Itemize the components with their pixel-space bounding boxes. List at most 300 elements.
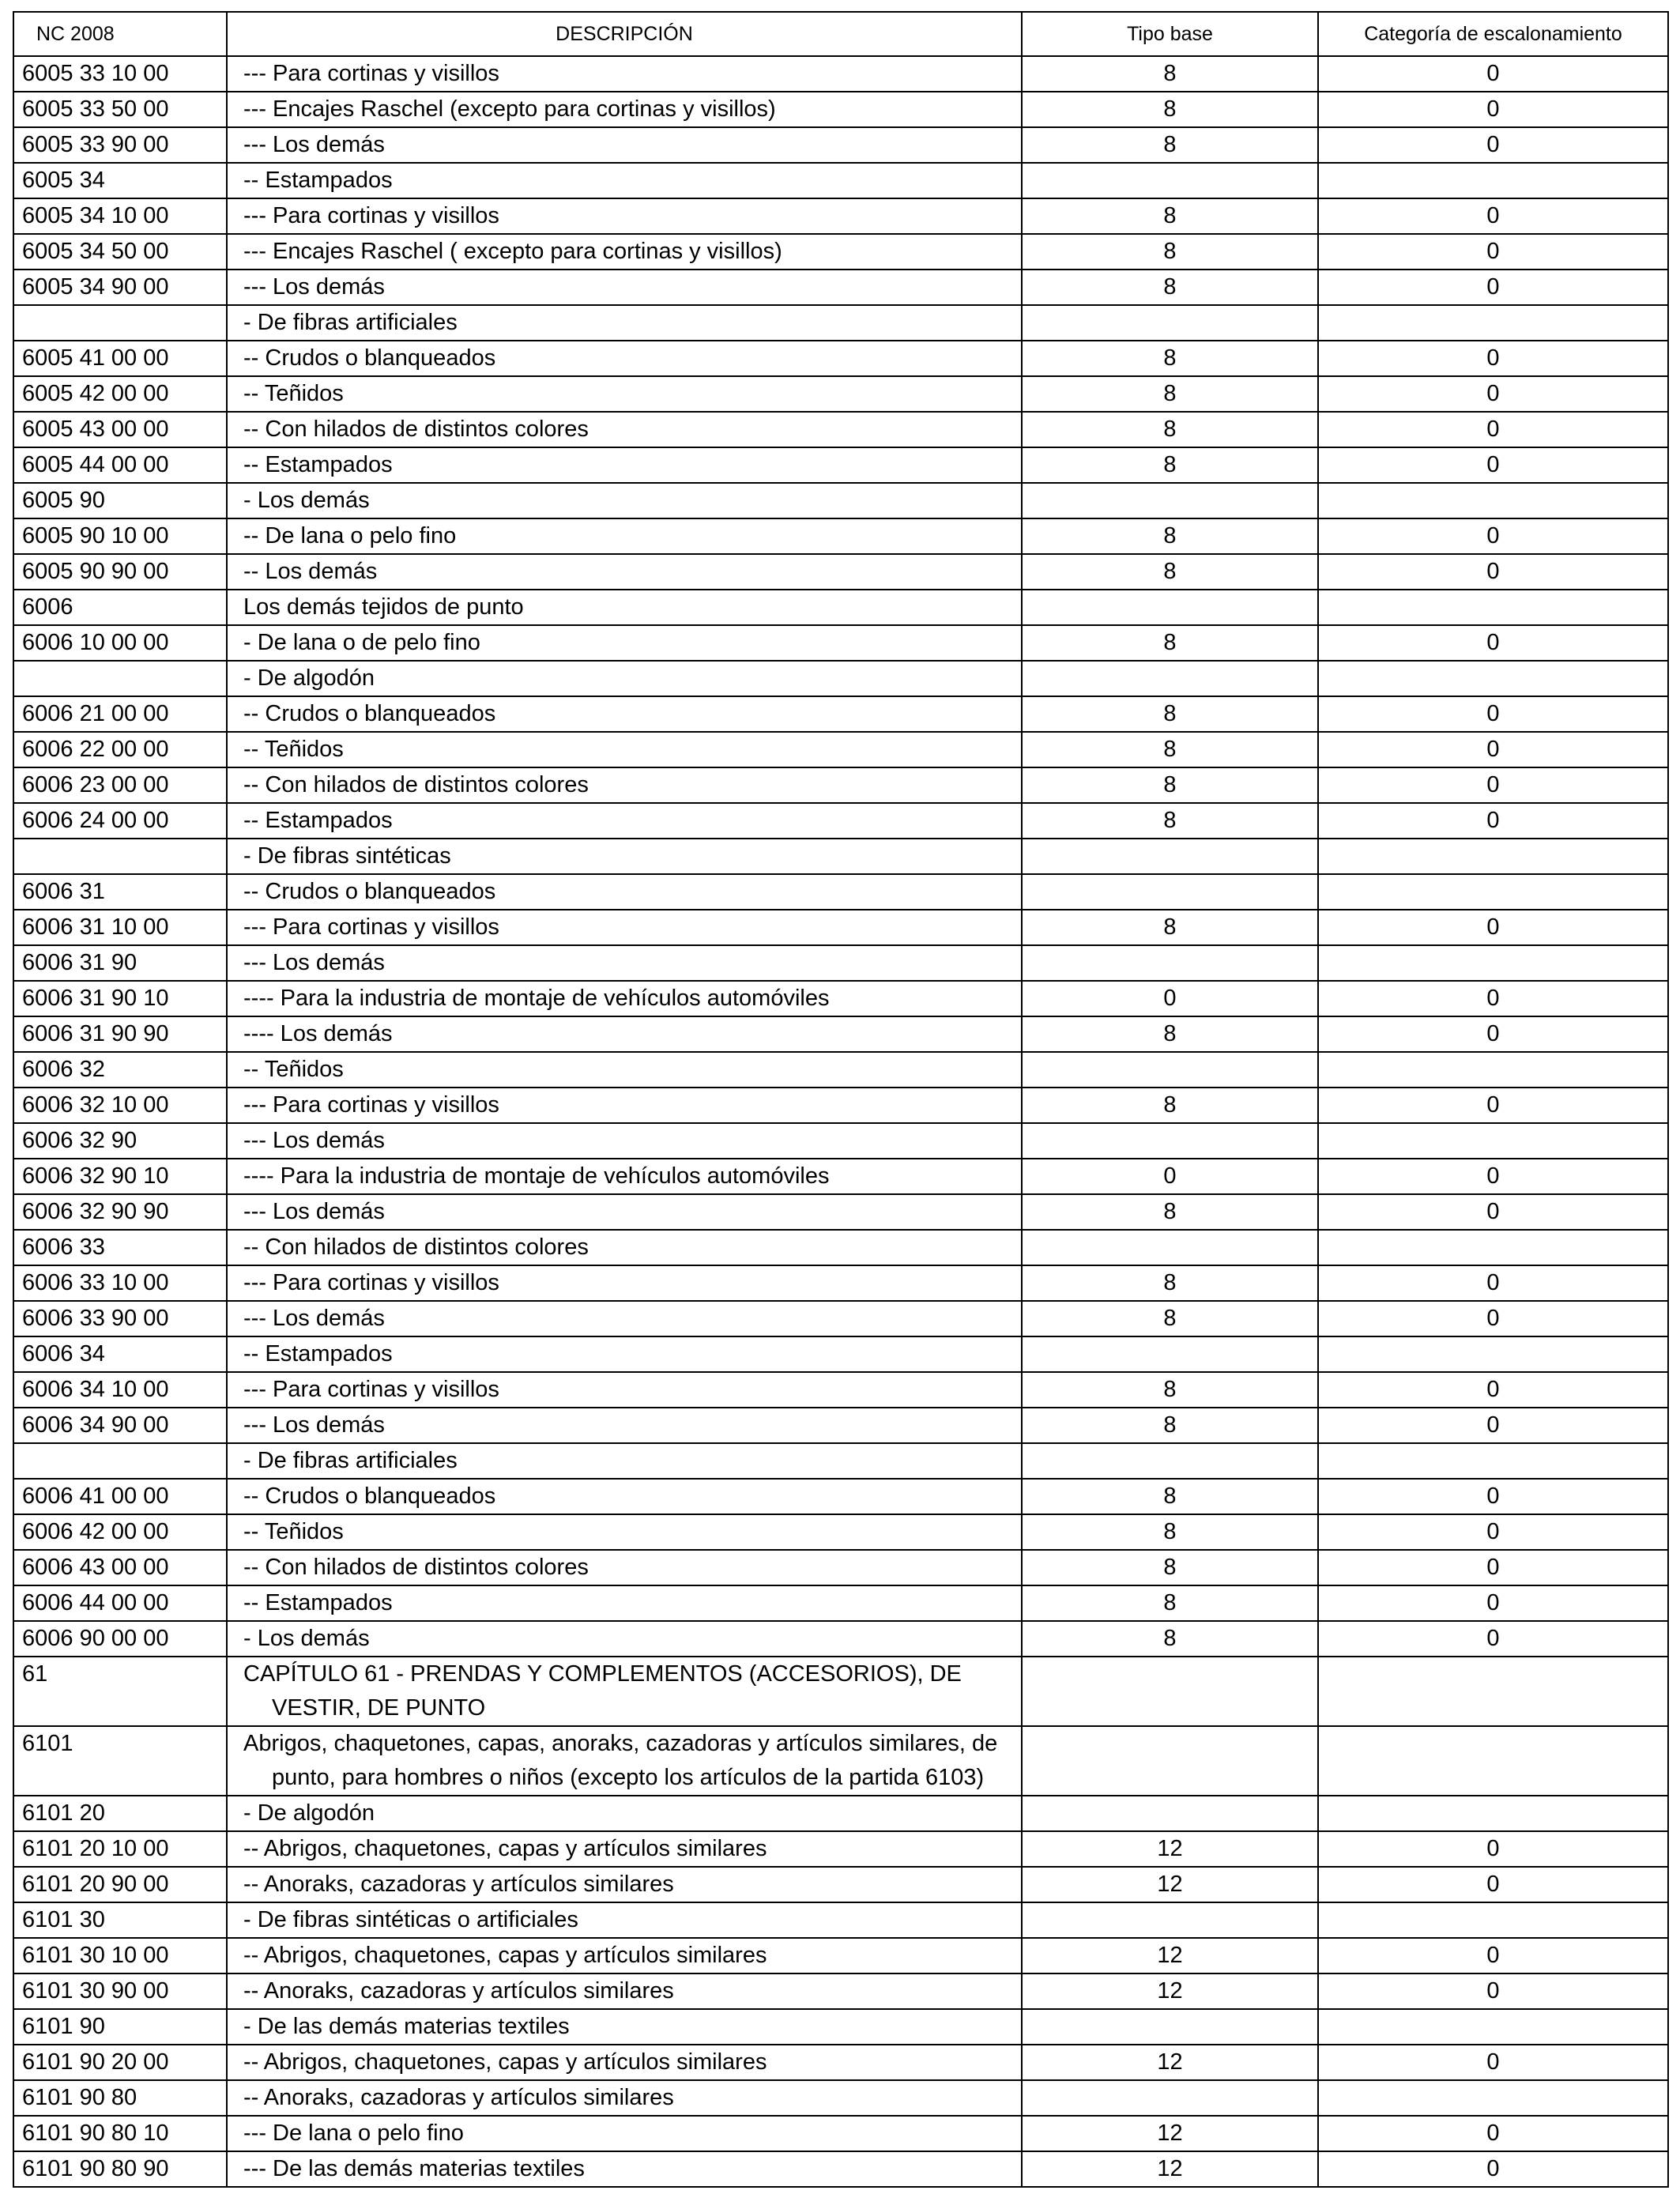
table-row: [13, 1621, 1668, 1657]
cell-staging-category: 0: [1318, 625, 1668, 661]
header-description: DESCRIPCIÓN: [227, 12, 1022, 56]
cell-base-rate: 8: [1022, 1621, 1318, 1657]
cell-description: [227, 2151, 1022, 2187]
cell-code: 6101 30: [13, 1902, 227, 1938]
cell-staging-category: [1318, 945, 1668, 981]
description-text: --- Los demás: [243, 950, 385, 975]
cell-description: [227, 661, 1022, 696]
description-text: -- Crudos o blanqueados: [243, 879, 496, 904]
cell-description: [227, 767, 1022, 803]
cell-staging-category: 0: [1318, 554, 1668, 590]
description-text: --- Para cortinas y visillos: [243, 203, 499, 228]
table-row: [13, 1443, 1668, 1479]
description-text: -- Con hilados de distintos colores: [243, 417, 589, 442]
table-row: [13, 198, 1668, 234]
cell-base-rate: [1022, 874, 1318, 910]
cell-code: 6005 33 50 00: [13, 92, 227, 127]
cell-code: 6006 31 90: [13, 945, 227, 981]
cell-code: 6005 33 90 00: [13, 127, 227, 163]
description-text: -- Con hilados de distintos colores: [243, 1235, 589, 1260]
cell-base-rate: 0: [1022, 981, 1318, 1016]
cell-base-rate: [1022, 839, 1318, 874]
cell-base-rate: 0: [1022, 1159, 1318, 1194]
cell-code: 6005 34 50 00: [13, 234, 227, 270]
header-row: [13, 12, 1668, 56]
cell-description: [227, 839, 1022, 874]
header-base-rate: Tipo base: [1022, 12, 1318, 56]
cell-staging-category: 0: [1318, 767, 1668, 803]
cell-base-rate: 8: [1022, 376, 1318, 412]
cell-staging-category: 0: [1318, 1831, 1668, 1867]
table-row: [13, 945, 1668, 981]
cell-base-rate: [1022, 305, 1318, 341]
cell-staging-category: 0: [1318, 803, 1668, 839]
cell-base-rate: [1022, 661, 1318, 696]
cell-base-rate: [1022, 590, 1318, 625]
table-row: [13, 1550, 1668, 1585]
cell-code: 6005 41 00 00: [13, 341, 227, 376]
cell-description: [227, 590, 1022, 625]
table-row: [13, 661, 1668, 696]
cell-description: [227, 163, 1022, 198]
description-text: --- Para cortinas y visillos: [243, 61, 499, 86]
table-row: [13, 1230, 1668, 1265]
cell-staging-category: 0: [1318, 447, 1668, 483]
cell-staging-category: 0: [1318, 732, 1668, 767]
cell-base-rate: 12: [1022, 1938, 1318, 1973]
cell-description: [227, 1336, 1022, 1372]
description-text: -- Crudos o blanqueados: [243, 345, 496, 371]
cell-staging-category: 0: [1318, 1938, 1668, 1973]
table-row: [13, 1372, 1668, 1408]
cell-base-rate: 8: [1022, 270, 1318, 305]
table-row: [13, 910, 1668, 945]
cell-base-rate: [1022, 1657, 1318, 1726]
description-text: -- Estampados: [243, 1590, 393, 1615]
cell-code: 6101 90 20 00: [13, 2045, 227, 2080]
description-text: -- Abrigos, chaquetones, capas y artículos similares: [243, 1943, 767, 1968]
description-text: - Los demás: [243, 488, 370, 513]
cell-staging-category: [1318, 163, 1668, 198]
cell-description: [227, 732, 1022, 767]
description-text: Abrigos, chaquetones, capas, anoraks, cazadoras y artículos similares, de punto, para hombres o niños (excepto los artículos de la partida 6103): [243, 1731, 998, 1790]
cell-base-rate: [1022, 483, 1318, 518]
cell-base-rate: 8: [1022, 1479, 1318, 1514]
table-row: [13, 2045, 1668, 2080]
cell-description: [227, 127, 1022, 163]
cell-description: [227, 1621, 1022, 1657]
cell-staging-category: 0: [1318, 1372, 1668, 1408]
cell-base-rate: 12: [1022, 1867, 1318, 1902]
cell-description: [227, 412, 1022, 447]
table-row: [13, 554, 1668, 590]
table-row: [13, 1265, 1668, 1301]
cell-code: [13, 305, 227, 341]
table-row: [13, 1194, 1668, 1230]
cell-code: 6006 34 90 00: [13, 1408, 227, 1443]
table-row: [13, 1479, 1668, 1514]
header-code: NC 2008: [13, 12, 227, 56]
table-row: [13, 1796, 1668, 1831]
description-text: -- Crudos o blanqueados: [243, 701, 496, 726]
cell-code: 6005 90 90 00: [13, 554, 227, 590]
cell-code: 6006 33: [13, 1230, 227, 1265]
cell-base-rate: 8: [1022, 910, 1318, 945]
table-row: [13, 483, 1668, 518]
cell-staging-category: [1318, 874, 1668, 910]
description-text: - De algodón: [243, 665, 375, 691]
cell-description: [227, 696, 1022, 732]
cell-base-rate: 8: [1022, 1550, 1318, 1585]
cell-base-rate: 8: [1022, 554, 1318, 590]
cell-code: 6006 34 10 00: [13, 1372, 227, 1408]
cell-code: 6101: [13, 1726, 227, 1796]
cell-description: [227, 198, 1022, 234]
cell-staging-category: 0: [1318, 1408, 1668, 1443]
table-row: [13, 2009, 1668, 2045]
cell-staging-category: 0: [1318, 518, 1668, 554]
cell-staging-category: [1318, 1657, 1668, 1726]
cell-code: 6006 24 00 00: [13, 803, 227, 839]
table-row: [13, 1301, 1668, 1336]
cell-code: 6006 32 10 00: [13, 1088, 227, 1123]
description-text: -- Anoraks, cazadoras y artículos similares: [243, 1978, 674, 2004]
cell-staging-category: [1318, 1726, 1668, 1796]
description-text: -- Teñidos: [243, 1519, 344, 1544]
cell-description: [227, 1585, 1022, 1621]
cell-description: [227, 518, 1022, 554]
cell-code: 6005 90: [13, 483, 227, 518]
cell-base-rate: 12: [1022, 2116, 1318, 2151]
cell-description: [227, 1514, 1022, 1550]
cell-base-rate: 12: [1022, 1973, 1318, 2009]
cell-base-rate: 8: [1022, 56, 1318, 92]
cell-staging-category: [1318, 2080, 1668, 2116]
description-text: Los demás tejidos de punto: [243, 594, 524, 620]
cell-description: [227, 1443, 1022, 1479]
cell-description: [227, 803, 1022, 839]
cell-staging-category: 0: [1318, 1016, 1668, 1052]
cell-staging-category: 0: [1318, 1159, 1668, 1194]
cell-code: 6006 21 00 00: [13, 696, 227, 732]
cell-base-rate: 8: [1022, 1265, 1318, 1301]
cell-staging-category: 0: [1318, 270, 1668, 305]
description-text: ---- Para la industria de montaje de vehículos automóviles: [243, 1163, 830, 1189]
cell-description: [227, 56, 1022, 92]
cell-code: 6005 34 10 00: [13, 198, 227, 234]
cell-code: 6101 20 90 00: [13, 1867, 227, 1902]
cell-description: [227, 270, 1022, 305]
cell-staging-category: [1318, 1796, 1668, 1831]
cell-description: [227, 1867, 1022, 1902]
cell-base-rate: 8: [1022, 127, 1318, 163]
cell-staging-category: 0: [1318, 1621, 1668, 1657]
description-text: -- Abrigos, chaquetones, capas y artículos similares: [243, 2049, 767, 2075]
cell-staging-category: [1318, 1123, 1668, 1159]
cell-base-rate: 8: [1022, 1514, 1318, 1550]
cell-base-rate: [1022, 945, 1318, 981]
cell-description: [227, 874, 1022, 910]
description-text: --- Para cortinas y visillos: [243, 1377, 499, 1402]
cell-base-rate: 8: [1022, 732, 1318, 767]
cell-base-rate: 12: [1022, 2151, 1318, 2187]
cell-staging-category: 0: [1318, 1585, 1668, 1621]
cell-base-rate: 8: [1022, 767, 1318, 803]
table-row: [13, 590, 1668, 625]
table-row: [13, 1902, 1668, 1938]
cell-base-rate: 8: [1022, 518, 1318, 554]
cell-code: 6006 32 90 10: [13, 1159, 227, 1194]
cell-code: 6006 41 00 00: [13, 1479, 227, 1514]
cell-code: 6006 33 10 00: [13, 1265, 227, 1301]
cell-description: [227, 1123, 1022, 1159]
table-row: [13, 92, 1668, 127]
cell-code: 6006: [13, 590, 227, 625]
cell-description: [227, 234, 1022, 270]
cell-staging-category: 0: [1318, 1479, 1668, 1514]
cell-code: 6006 33 90 00: [13, 1301, 227, 1336]
cell-code: 6006 32 90 90: [13, 1194, 227, 1230]
cell-base-rate: [1022, 2080, 1318, 2116]
cell-base-rate: 12: [1022, 2045, 1318, 2080]
cell-description: [227, 1657, 1022, 1726]
description-text: -- Teñidos: [243, 1057, 344, 1082]
description-text: -- Abrigos, chaquetones, capas y artículos similares: [243, 1836, 767, 1861]
description-text: - De fibras sintéticas o artificiales: [243, 1907, 578, 1932]
cell-staging-category: 0: [1318, 56, 1668, 92]
description-text: -- De lana o pelo fino: [243, 523, 457, 548]
cell-code: 6006 23 00 00: [13, 767, 227, 803]
cell-staging-category: 0: [1318, 1301, 1668, 1336]
description-text: --- Los demás: [243, 1199, 385, 1224]
table-row: [13, 1408, 1668, 1443]
cell-code: [13, 661, 227, 696]
cell-code: 6101 90 80 10: [13, 2116, 227, 2151]
cell-staging-category: 0: [1318, 696, 1668, 732]
cell-description: [227, 554, 1022, 590]
description-text: --- De las demás materias textiles: [243, 2156, 585, 2181]
cell-base-rate: 12: [1022, 1831, 1318, 1867]
cell-code: 6005 42 00 00: [13, 376, 227, 412]
description-text: - De fibras artificiales: [243, 310, 458, 335]
cell-description: [227, 1265, 1022, 1301]
cell-staging-category: [1318, 483, 1668, 518]
cell-code: 6101 20: [13, 1796, 227, 1831]
header-staging-category: Categoría de escalonamiento: [1318, 12, 1668, 56]
description-text: -- Anoraks, cazadoras y artículos similares: [243, 1872, 674, 1897]
table-row: [13, 234, 1668, 270]
cell-base-rate: 8: [1022, 1194, 1318, 1230]
cell-staging-category: [1318, 305, 1668, 341]
table-row: [13, 696, 1668, 732]
cell-staging-category: [1318, 1443, 1668, 1479]
cell-base-rate: [1022, 1230, 1318, 1265]
table-row: [13, 2151, 1668, 2187]
cell-description: [227, 447, 1022, 483]
table-row: [13, 1867, 1668, 1902]
cell-base-rate: [1022, 1123, 1318, 1159]
description-text: --- Encajes Raschel (excepto para cortinas y visillos): [243, 96, 776, 122]
cell-code: 6006 31 90 10: [13, 981, 227, 1016]
cell-code: 6006 32: [13, 1052, 227, 1088]
table-row: [13, 270, 1668, 305]
description-text: --- Los demás: [243, 1128, 385, 1153]
table-row: [13, 376, 1668, 412]
cell-base-rate: 8: [1022, 803, 1318, 839]
description-text: - De las demás materias textiles: [243, 2014, 570, 2039]
cell-code: 6006 10 00 00: [13, 625, 227, 661]
cell-staging-category: [1318, 1052, 1668, 1088]
cell-code: [13, 1443, 227, 1479]
cell-code: 6006 43 00 00: [13, 1550, 227, 1585]
cell-staging-category: 0: [1318, 127, 1668, 163]
cell-base-rate: [1022, 1336, 1318, 1372]
table-row: [13, 518, 1668, 554]
cell-description: [227, 1016, 1022, 1052]
description-text: -- Estampados: [243, 1341, 393, 1367]
cell-description: [227, 2045, 1022, 2080]
cell-code: 6101 90 80 90: [13, 2151, 227, 2187]
description-text: ---- Los demás: [243, 1021, 393, 1046]
description-text: --- Para cortinas y visillos: [243, 1092, 499, 1118]
description-text: -- Los demás: [243, 559, 378, 584]
cell-code: 6005 44 00 00: [13, 447, 227, 483]
cell-code: 6006 31: [13, 874, 227, 910]
cell-description: [227, 1372, 1022, 1408]
description-text: --- Los demás: [243, 274, 385, 300]
cell-description: [227, 2080, 1022, 2116]
cell-description: [227, 1408, 1022, 1443]
cell-code: 6101 30 90 00: [13, 1973, 227, 2009]
cell-description: [227, 1973, 1022, 2009]
table-row: [13, 1052, 1668, 1088]
table-row: [13, 1938, 1668, 1973]
cell-staging-category: 0: [1318, 1088, 1668, 1123]
cell-description: [227, 1301, 1022, 1336]
cell-staging-category: 0: [1318, 1973, 1668, 2009]
table-row: [13, 1973, 1668, 2009]
cell-base-rate: [1022, 1443, 1318, 1479]
description-text: -- Anoraks, cazadoras y artículos similares: [243, 2085, 674, 2110]
table-body: [13, 56, 1668, 2187]
cell-base-rate: 8: [1022, 1301, 1318, 1336]
cell-staging-category: 0: [1318, 376, 1668, 412]
description-text: -- Estampados: [243, 168, 393, 193]
cell-staging-category: 0: [1318, 910, 1668, 945]
table-row: [13, 1016, 1668, 1052]
cell-base-rate: 8: [1022, 1372, 1318, 1408]
cell-description: [227, 625, 1022, 661]
cell-base-rate: 8: [1022, 1088, 1318, 1123]
cell-code: 6006 32 90: [13, 1123, 227, 1159]
cell-staging-category: [1318, 839, 1668, 874]
cell-base-rate: 8: [1022, 447, 1318, 483]
table-row: [13, 341, 1668, 376]
cell-description: [227, 1479, 1022, 1514]
description-text: -- Crudos o blanqueados: [243, 1483, 496, 1509]
cell-base-rate: 8: [1022, 1016, 1318, 1052]
cell-description: [227, 305, 1022, 341]
cell-base-rate: 8: [1022, 341, 1318, 376]
cell-description: [227, 1088, 1022, 1123]
cell-base-rate: 8: [1022, 1408, 1318, 1443]
table-row: [13, 1159, 1668, 1194]
table-row: [13, 625, 1668, 661]
table-row: [13, 1585, 1668, 1621]
cell-staging-category: 0: [1318, 1265, 1668, 1301]
cell-code: 61: [13, 1657, 227, 1726]
description-text: --- De lana o pelo fino: [243, 2120, 464, 2146]
cell-code: 6006 31 10 00: [13, 910, 227, 945]
description-text: -- Estampados: [243, 808, 393, 833]
cell-description: [227, 1902, 1022, 1938]
cell-base-rate: 8: [1022, 625, 1318, 661]
cell-base-rate: [1022, 2009, 1318, 2045]
cell-description: [227, 945, 1022, 981]
cell-description: [227, 376, 1022, 412]
cell-staging-category: 0: [1318, 1514, 1668, 1550]
cell-code: 6101 90 80: [13, 2080, 227, 2116]
table-row: [13, 1123, 1668, 1159]
cell-code: 6006 44 00 00: [13, 1585, 227, 1621]
cell-staging-category: 0: [1318, 1867, 1668, 1902]
cell-staging-category: 0: [1318, 2045, 1668, 2080]
table-row: [13, 56, 1668, 92]
description-text: -- Teñidos: [243, 381, 344, 406]
description-text: --- Para cortinas y visillos: [243, 1270, 499, 1295]
cell-description: [227, 1831, 1022, 1867]
description-text: - Los demás: [243, 1626, 370, 1651]
description-text: --- Los demás: [243, 132, 385, 157]
table-row: [13, 839, 1668, 874]
description-text: ---- Para la industria de montaje de vehículos automóviles: [243, 986, 830, 1011]
cell-description: [227, 1159, 1022, 1194]
cell-code: 6006 31 90 90: [13, 1016, 227, 1052]
description-text: CAPÍTULO 61 - PRENDAS Y COMPLEMENTOS (ACCESORIOS), DE VESTIR, DE PUNTO: [243, 1661, 962, 1721]
cell-code: 6005 43 00 00: [13, 412, 227, 447]
cell-code: 6005 34 90 00: [13, 270, 227, 305]
cell-base-rate: 8: [1022, 412, 1318, 447]
cell-code: 6006 22 00 00: [13, 732, 227, 767]
cell-base-rate: 8: [1022, 198, 1318, 234]
table-row: [13, 1831, 1668, 1867]
cell-staging-category: 0: [1318, 1550, 1668, 1585]
cell-description: [227, 1938, 1022, 1973]
table-row: [13, 803, 1668, 839]
table-row: [13, 412, 1668, 447]
cell-base-rate: [1022, 1902, 1318, 1938]
cell-description: [227, 341, 1022, 376]
table-row: [13, 1726, 1668, 1796]
cell-staging-category: 0: [1318, 2151, 1668, 2187]
description-text: --- Los demás: [243, 1306, 385, 1331]
description-text: - De fibras artificiales: [243, 1448, 458, 1473]
cell-staging-category: [1318, 1230, 1668, 1265]
description-text: --- Los demás: [243, 1412, 385, 1438]
cell-staging-category: [1318, 661, 1668, 696]
table-row: [13, 1657, 1668, 1726]
table-row: [13, 305, 1668, 341]
cell-staging-category: 0: [1318, 1194, 1668, 1230]
cell-staging-category: 0: [1318, 2116, 1668, 2151]
table-row: [13, 1336, 1668, 1372]
cell-staging-category: [1318, 590, 1668, 625]
cell-staging-category: 0: [1318, 234, 1668, 270]
description-text: - De algodón: [243, 1800, 375, 1826]
cell-staging-category: [1318, 2009, 1668, 2045]
cell-description: [227, 2009, 1022, 2045]
cell-description: [227, 1052, 1022, 1088]
